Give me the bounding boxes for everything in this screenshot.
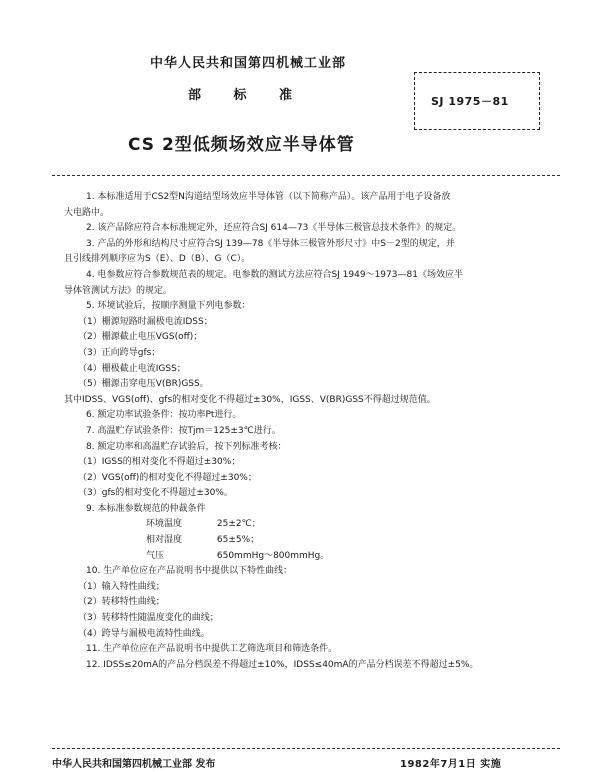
body-line: 12. IDSS≤20mA的产品分档误差不得超过±10%，IDSS≤40mA的产品分档误差不得超过±5%。 xyxy=(86,659,479,670)
condition-label: 相对湿度 xyxy=(146,535,183,546)
body-line: 且引线排列顺序应为S（E）、D（B）、G（C）。 xyxy=(64,254,251,265)
body-line: 9. 本标准参数规范的仲裁条件 xyxy=(86,503,206,514)
body-line: 4. 电参数应符合参数规范表的规定。电参数的测试方法应符合SJ 1949～1973—81《场效应半 xyxy=(86,269,463,280)
body-line: 导体管测试方法》的规定。 xyxy=(64,285,173,296)
body-line: （1）输入特性曲线； xyxy=(78,581,165,592)
arbitration-conditions xyxy=(146,517,560,564)
condition-value: 650mmHg～800mmHg。 xyxy=(216,550,330,561)
body-line: 8. 额定功率和高温贮存试验后，按下列标准考核： xyxy=(86,441,287,452)
body-line: 大电路中。 xyxy=(64,207,110,218)
standard-code: SJ 1975－81 xyxy=(431,95,509,108)
condition-row xyxy=(146,549,560,565)
condition-value: 65±5%； xyxy=(216,535,260,546)
body-line: （3）转移特性随温度变化的曲线； xyxy=(78,613,219,624)
body-line: 6. 额定功率试验条件：按功率Pt进行。 xyxy=(86,410,242,421)
ministry-name: 中华人民共和国第四机械工业部 xyxy=(150,56,347,71)
body-line: （3）gfs的相对变化不得超过±30%。 xyxy=(78,488,233,499)
body-line: 5. 环境试验后，按顺序测量下列电参数： xyxy=(86,301,251,312)
document-title: CS 2型低频场效应半导体管 xyxy=(128,135,355,155)
body-line: （2）栅源截止电压VGS(off)； xyxy=(78,332,203,343)
body-line: （4）栅极截止电流IGSS； xyxy=(78,363,186,374)
standard-type: 部 标 准 xyxy=(188,88,307,103)
effective-date: 1982年7月1日 实施 xyxy=(400,759,502,770)
condition-label: 气压 xyxy=(146,550,165,561)
condition-label: 环境温度 xyxy=(146,519,183,530)
body-line: 1. 本标准适用于CS2型N沟道结型场效应半导体管（以下简称产品）。该产品用于电子设备放 xyxy=(86,192,451,202)
body-line: 11. 生产单位应在产品说明书中提供工艺筛选项目和筛选条件。 xyxy=(86,644,338,655)
body-line: （3）正向跨导gfs； xyxy=(78,347,161,358)
body-line: （2）VGS(off)的相对变化不得超过±30%； xyxy=(78,472,257,483)
condition-row xyxy=(146,517,560,533)
top-divider xyxy=(52,175,560,176)
bottom-divider xyxy=(52,748,560,749)
condition-value: 25±2℃； xyxy=(216,519,261,530)
standard-code-box xyxy=(414,72,540,130)
body-line: （2）转移特性曲线； xyxy=(78,597,165,608)
body-line: （1）栅源短路时漏极电流IDSS； xyxy=(78,316,213,327)
body-line: （4）跨导与漏极电流特性曲线。 xyxy=(78,628,210,639)
document-body xyxy=(64,190,560,673)
body-line: 其中IDSS、VGS(off)、gfs的相对变化不得超过±30%，IGSS、V(BR)GSS不得超过规范值。 xyxy=(64,394,436,405)
body-line: 7. 高温贮存试验条件：按Tjm＝125±3℃进行。 xyxy=(86,425,281,436)
issuer: 中华人民共和国第四机械工业部 发布 xyxy=(52,759,216,770)
condition-row xyxy=(146,533,560,549)
body-line: （1）IGSS的相对变化不得超过±30%； xyxy=(78,457,241,468)
body-line: 3. 产品的外形和结构尺寸应符合SJ 139—78《半导体三极管外形尺寸》中S－2型的规定，并 xyxy=(86,238,455,249)
body-line: 10. 生产单位应在产品说明书中提供以下特性曲线： xyxy=(86,566,293,577)
body-line: （5）栅源击穿电压V(BR)GSS。 xyxy=(78,379,209,390)
body-line: 2. 该产品除应符合本标准规定外，还应符合SJ 614—73《半导体三极管总技术条件》的规定。 xyxy=(86,223,462,234)
